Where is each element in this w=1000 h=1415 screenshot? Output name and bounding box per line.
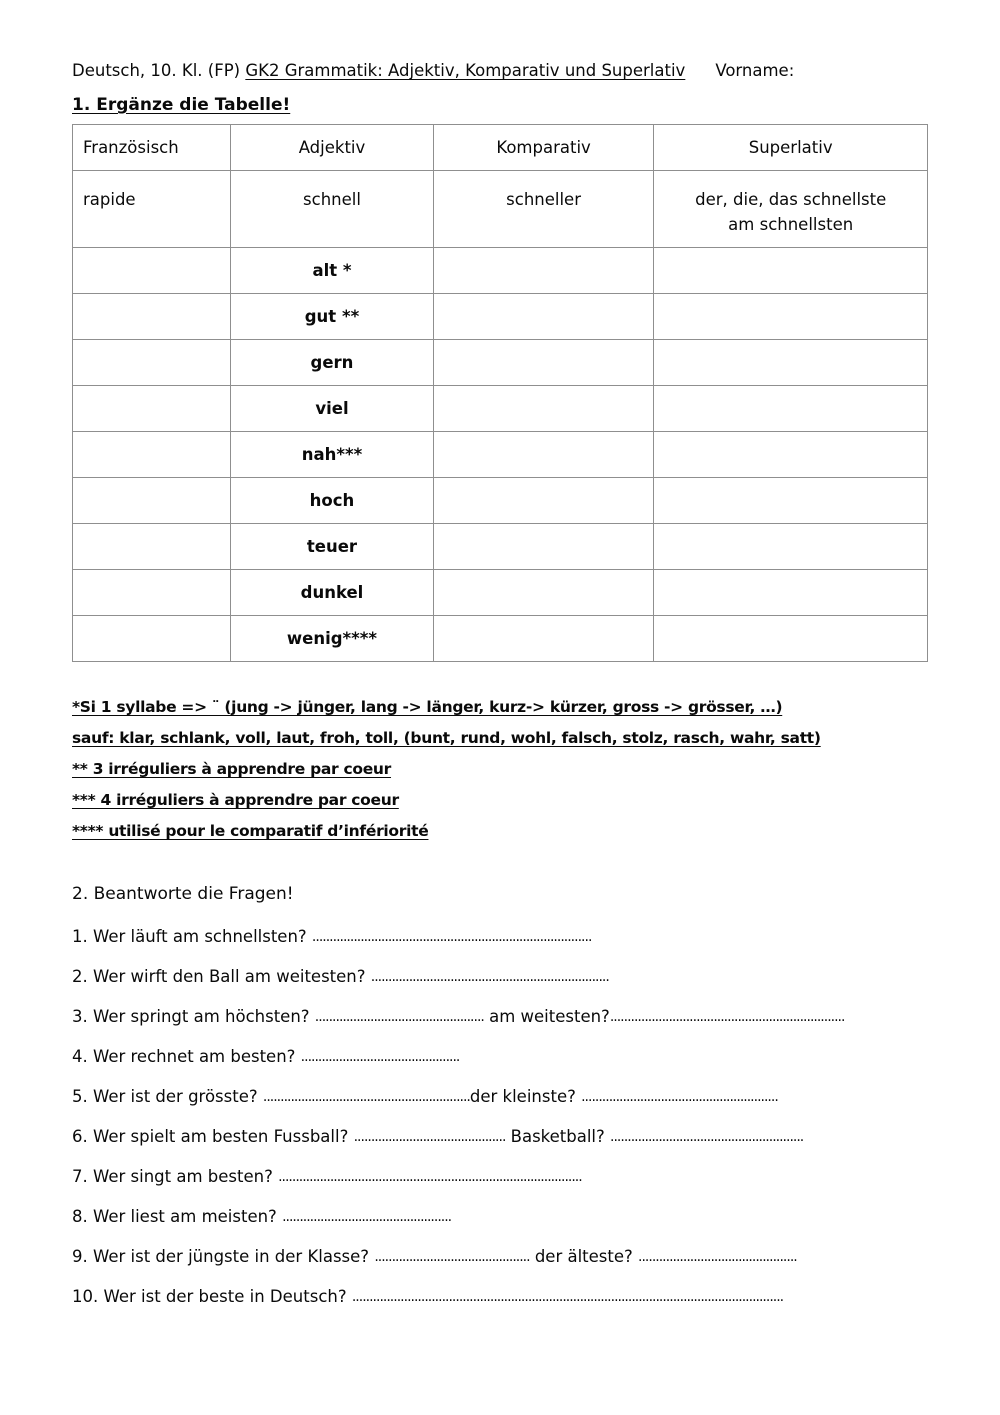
- footnote-line: ** 3 irréguliers à apprendre par coeur: [72, 760, 392, 778]
- blank-cell-franzoesisch: [73, 616, 231, 662]
- question-line: [72, 926, 928, 948]
- answer-dotted-line: .............................................................................................................................: [351, 1289, 784, 1305]
- question-line: [72, 1246, 928, 1268]
- table-row: [73, 570, 928, 616]
- document-header: [72, 60, 928, 82]
- footnote-line: sauf: klar, schlank, voll, laut, froh, toll, (bunt, rund, wohl, falsch, stolz, rasch, wahr, satt): [72, 729, 821, 747]
- table-row: [73, 294, 928, 340]
- answer-dotted-line: ........................................................: [610, 1129, 804, 1145]
- question-text: 2. Wer wirft den Ball am weitesten?: [72, 967, 371, 986]
- blank-cell-franzoesisch: [73, 340, 231, 386]
- question-line: [72, 1006, 928, 1028]
- answer-dotted-line: .............................................: [374, 1249, 530, 1265]
- adjective-cell: teuer: [231, 524, 434, 570]
- adjective-cell: gern: [231, 340, 434, 386]
- blank-cell-komparativ: [433, 570, 654, 616]
- question-line: [72, 1286, 928, 1308]
- table-row: [73, 524, 928, 570]
- blank-cell-superlativ: [654, 570, 928, 616]
- question-text: 1. Wer läuft am schnellsten?: [72, 927, 312, 946]
- blank-cell-superlativ: [654, 478, 928, 524]
- question-text: 4. Wer rechnet am besten?: [72, 1047, 301, 1066]
- table-row: [73, 616, 928, 662]
- table-row: [73, 478, 928, 524]
- section1-heading: 1. Ergänze die Tabelle!: [72, 95, 291, 115]
- table-row: [73, 386, 928, 432]
- example-row: [73, 171, 928, 248]
- questions-list: [72, 926, 928, 1308]
- answer-dotted-line: .................................................: [314, 1009, 484, 1025]
- question-line: [72, 1126, 928, 1148]
- example-cell-franzoesisch: rapide: [73, 171, 231, 248]
- blank-cell-komparativ: [433, 616, 654, 662]
- table-row: [73, 340, 928, 386]
- footnote-line: *** 4 irréguliers à apprendre par coeur: [72, 791, 399, 809]
- blank-cell-franzoesisch: [73, 570, 231, 616]
- blank-cell-komparativ: [433, 386, 654, 432]
- table-row: [73, 432, 928, 478]
- blank-cell-franzoesisch: [73, 478, 231, 524]
- blank-cell-franzoesisch: [73, 524, 231, 570]
- blank-cell-superlativ: [654, 616, 928, 662]
- answer-dotted-line: .................................................: [282, 1209, 452, 1225]
- blank-cell-superlativ: [654, 294, 928, 340]
- question-text: der älteste?: [529, 1247, 639, 1266]
- question-text: am weitesten?: [483, 1007, 610, 1026]
- question-line: [72, 966, 928, 988]
- question-text: 5. Wer ist der grösste?: [72, 1087, 263, 1106]
- question-text: 9. Wer ist der jüngste in der Klasse?: [72, 1247, 375, 1266]
- header-title: GK2 Grammatik: Adjektiv, Komparativ und Superlativ: [245, 61, 686, 80]
- question-line: [72, 1206, 928, 1228]
- adjective-cell: dunkel: [231, 570, 434, 616]
- column-header-adjektiv: Adjektiv: [231, 125, 434, 171]
- adjective-cell: alt *: [231, 248, 434, 294]
- question-line: [72, 1046, 928, 1068]
- answer-dotted-line: ..............................................: [638, 1249, 797, 1265]
- column-header-franzoesisch: Französisch: [73, 125, 231, 171]
- example-cell-adjektiv: schnell: [231, 171, 434, 248]
- question-text: 3. Wer springt am höchsten?: [72, 1007, 315, 1026]
- table-header-row: [73, 125, 928, 171]
- example-cell-superlativ: [654, 171, 928, 248]
- adjective-cell: nah***: [231, 432, 434, 478]
- blank-cell-superlativ: [654, 432, 928, 478]
- adjective-cell: hoch: [231, 478, 434, 524]
- question-line: [72, 1086, 928, 1108]
- blank-cell-komparativ: [433, 478, 654, 524]
- section2-heading: 2. Beantworte die Fragen!: [72, 884, 294, 904]
- footnote-line: **** utilisé pour le comparatif d’infériorité: [72, 822, 429, 840]
- blank-cell-komparativ: [433, 294, 654, 340]
- example-cell-komparativ: schneller: [433, 171, 654, 248]
- blank-cell-franzoesisch: [73, 432, 231, 478]
- superlativ-line: am schnellsten: [728, 215, 854, 234]
- adjective-table: [72, 124, 928, 662]
- blank-cell-franzoesisch: [73, 294, 231, 340]
- column-header-komparativ: Komparativ: [433, 125, 654, 171]
- blank-cell-superlativ: [654, 248, 928, 294]
- adjective-cell: gut **: [231, 294, 434, 340]
- adjective-cell: wenig****: [231, 616, 434, 662]
- answer-dotted-line: ..............................................: [300, 1049, 460, 1065]
- superlativ-line: der, die, das schnellste: [695, 190, 887, 209]
- question-text: 8. Wer liest am meisten?: [72, 1207, 283, 1226]
- question-line: [72, 1166, 928, 1188]
- question-text: 7. Wer singt am besten?: [72, 1167, 279, 1186]
- answer-dotted-line: ....................................................................: [609, 1009, 845, 1025]
- blank-cell-superlativ: [654, 386, 928, 432]
- question-text: 6. Wer spielt am besten Fussball?: [72, 1127, 354, 1146]
- column-header-superlativ: Superlativ: [654, 125, 928, 171]
- question-text: 10. Wer ist der beste in Deutsch?: [72, 1287, 352, 1306]
- footnote-line: *Si 1 syllabe => ¨ (jung -> jünger, lang -> länger, kurz-> kürzer, gross -> grösser, …): [72, 698, 783, 716]
- blank-cell-superlativ: [654, 524, 928, 570]
- question-text: der kleinste?: [469, 1087, 582, 1106]
- blank-cell-komparativ: [433, 432, 654, 478]
- answer-dotted-line: .................................................................................: [311, 929, 592, 945]
- blank-cell-franzoesisch: [73, 386, 231, 432]
- table-row: [73, 248, 928, 294]
- blank-cell-superlativ: [654, 340, 928, 386]
- header-course-label: Deutsch, 10. Kl. (FP): [72, 61, 246, 80]
- blank-cell-franzoesisch: [73, 248, 231, 294]
- vorname-label: Vorname:: [715, 61, 795, 80]
- answer-dotted-line: ............................................................: [262, 1089, 470, 1105]
- adjective-cell: viel: [231, 386, 434, 432]
- blank-cell-komparativ: [433, 248, 654, 294]
- footnotes-block: [72, 692, 928, 847]
- blank-cell-komparativ: [433, 524, 654, 570]
- answer-dotted-line: .........................................................: [581, 1089, 778, 1105]
- answer-dotted-line: ........................................................................................: [278, 1169, 582, 1185]
- question-text: Basketball?: [505, 1127, 611, 1146]
- blank-cell-komparativ: [433, 340, 654, 386]
- answer-dotted-line: ............................................: [353, 1129, 506, 1145]
- answer-dotted-line: .....................................................................: [370, 969, 609, 985]
